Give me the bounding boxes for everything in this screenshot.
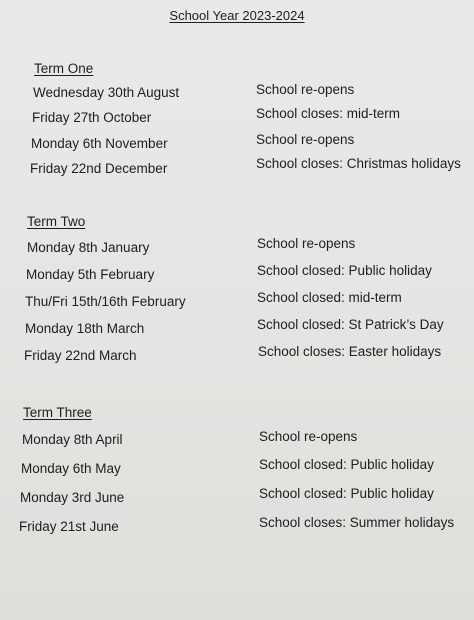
row-date: Monday 6th November <box>31 136 168 151</box>
row-date: Monday 5th February <box>26 267 155 282</box>
row-event: School re-opens <box>256 82 355 97</box>
row-date: Friday 21st June <box>19 519 119 534</box>
row-date: Thu/Fri 15th/16th February <box>25 294 186 309</box>
row-date: Monday 6th May <box>21 461 121 476</box>
row-event: School closed: St Patrick’s Day <box>257 317 444 332</box>
row-date: Friday 22nd December <box>30 161 168 176</box>
row-event: School closes: Christmas holidays <box>256 156 461 171</box>
row-event: School closed: mid-term <box>257 290 402 305</box>
term-two-heading: Term Two <box>27 214 86 229</box>
row-date: Monday 8th January <box>27 240 150 255</box>
row-event: School re-opens <box>256 132 355 147</box>
row-event: School closes: mid-term <box>256 106 401 121</box>
row-date: Friday 22nd March <box>24 348 137 363</box>
row-date: Wednesday 30th August <box>33 85 180 100</box>
document-title: School Year 2023-2024 <box>169 8 305 23</box>
row-event: School closes: Easter holidays <box>258 344 442 359</box>
row-event: School closes: Summer holidays <box>259 515 455 530</box>
row-date: Monday 8th April <box>22 432 123 447</box>
row-event: School re-opens <box>259 429 358 444</box>
row-event: School closed: Public holiday <box>259 457 434 472</box>
row-date: Monday 18th March <box>25 321 145 336</box>
row-date: Friday 27th October <box>32 110 152 125</box>
row-event: School re-opens <box>257 236 356 251</box>
row-event: School closed: Public holiday <box>259 486 434 501</box>
row-event: School closed: Public holiday <box>257 263 432 278</box>
term-three-heading: Term Three <box>23 405 92 420</box>
term-one-heading: Term One <box>34 61 94 76</box>
row-date: Monday 3rd June <box>20 490 125 505</box>
